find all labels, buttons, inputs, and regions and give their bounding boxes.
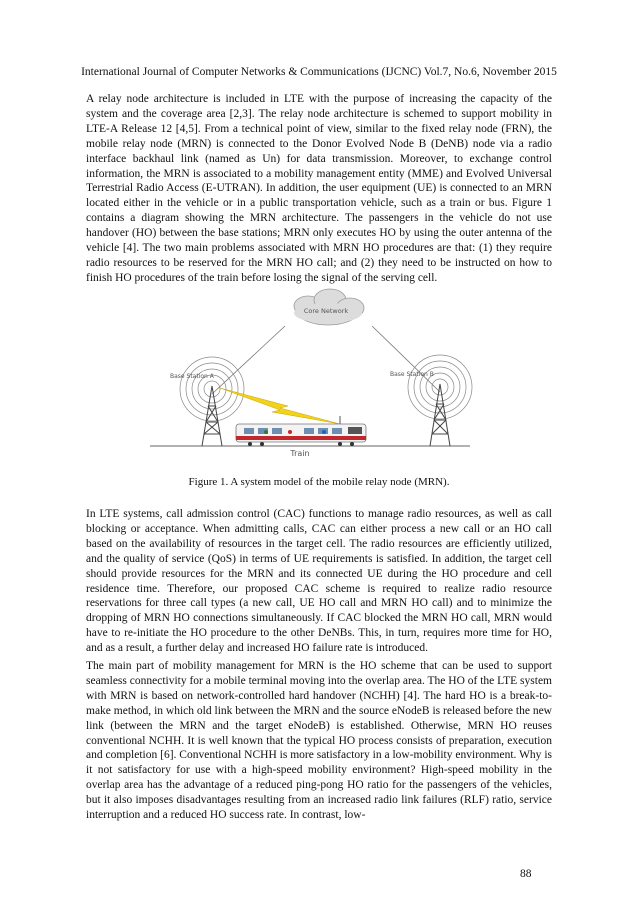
paragraph-3: The main part of mobility management for MRN is the HO scheme that can be used to support seamless connectivity for a mobile terminal moving into the overlap area. The HO of the LTE system with MRN is based on network-controlled hard handover (NCHH) [4]. The hard HO is a break-to-make method, in which old link between the MRN and the source eNodeB is released before the new link (between the MRN and the target eNodeB) is established. Otherwise, MRN HO reuses conventional NCHH. It is well known that the typical HO process consists of preparation, execution and completion [6]. Conventional NCHH is more satisfactory in a low-mobility environment. Why is it not satisfactory for use with a high-speed mobility environment? High-speed mobility in the overlap area has the advantage of a reduced ping-pong HO ratio for the passengers of the vehicles, but it also imposes disadvantages resulting from an increased radio link failures (RLF) ratio, service interruption and a reduced HO success rate. In contrast, low- — [86, 660, 552, 822]
figure-caption: Figure 1. A system model of the mobile relay node (MRN). — [188, 476, 450, 488]
base-station-b-label: Base Station B — [390, 371, 434, 378]
page-number: 88 — [520, 868, 532, 880]
core-network-label: Core Network — [303, 307, 349, 315]
figure-mrn-system-model — [140, 284, 500, 460]
running-header: International Journal of Computer Networks & Communications (IJCNC) Vol.7, No.6, November 2015 — [81, 66, 557, 78]
lightning-link-icon — [220, 388, 340, 424]
link-a-core — [212, 326, 285, 394]
paragraph-2: In LTE systems, call admission control (CAC) functions to manage radio resources, as well as call blocking or acceptance. When admitting calls, CAC can either process a new call or an HO call based on the availability of resources in the target cell. The radio resources are efficiently utilized, and the quality of service (QoS) in terms of UE requirements is satisfied. In addition, the target cell should provide resources for the MRN and its connected UE during the HO procedure and cell residence time. Therefore, our proposed CAC scheme is required to realize radio resource reservations for three call types (a new call, UE HO call and MRN HO call) and to minimize the dropping of MRN HO connections simultaneously. If CAC blocked the MRN HO call, MRN would have to re-initiate the HO procedure to the other DeNBs. This, in turn, requires more time for HO, and as a result, a further delay and increased HO failure rate is introduced. — [86, 508, 552, 655]
paragraph-1: A relay node architecture is included in LTE with the purpose of increasing the capacity of the system and the coverage area [2,3]. The relay node architecture is schemed to support mobility in LTE-A Release 12 [4,5]. From a technical point of view, similar to the fixed relay node (FRN), the mobile relay node (MRN) is connected to the Donor Evolved Node B (DeNB) node via a radio interface backhaul link (named as Un) for data transmission. Moreover, to exchange control information, the MRN is associated to a mobility management entity (MME) and Evolved Universal Terrestrial Radio Access (E-UTRAN). In addition, the user equipment (UE) is connected to an MRN located either in the vehicle or in a public transportation vehicle, such as a train or bus. Figure 1 contains a diagram showing the MRN architecture. The passengers in the vehicle do not use handover (HO) between the base stations; MRN only executes HO by using the outer antenna of the vehicle [4]. The two main problems associated with MRN HO procedures are that: (1) they require radio resources to be reserved for the MRN HO call; and (2) they need to be instructed on how to finish HO procedures of the train before losing the signal of the serving cell. — [86, 93, 552, 284]
tower-b-icon — [430, 384, 450, 446]
link-b-core — [372, 326, 440, 392]
base-station-a-label: Base Station A — [170, 373, 214, 380]
figure-diagram — [140, 284, 500, 460]
tower-a-icon — [202, 386, 222, 446]
train-label: Train — [290, 449, 310, 458]
train-icon — [236, 416, 366, 446]
